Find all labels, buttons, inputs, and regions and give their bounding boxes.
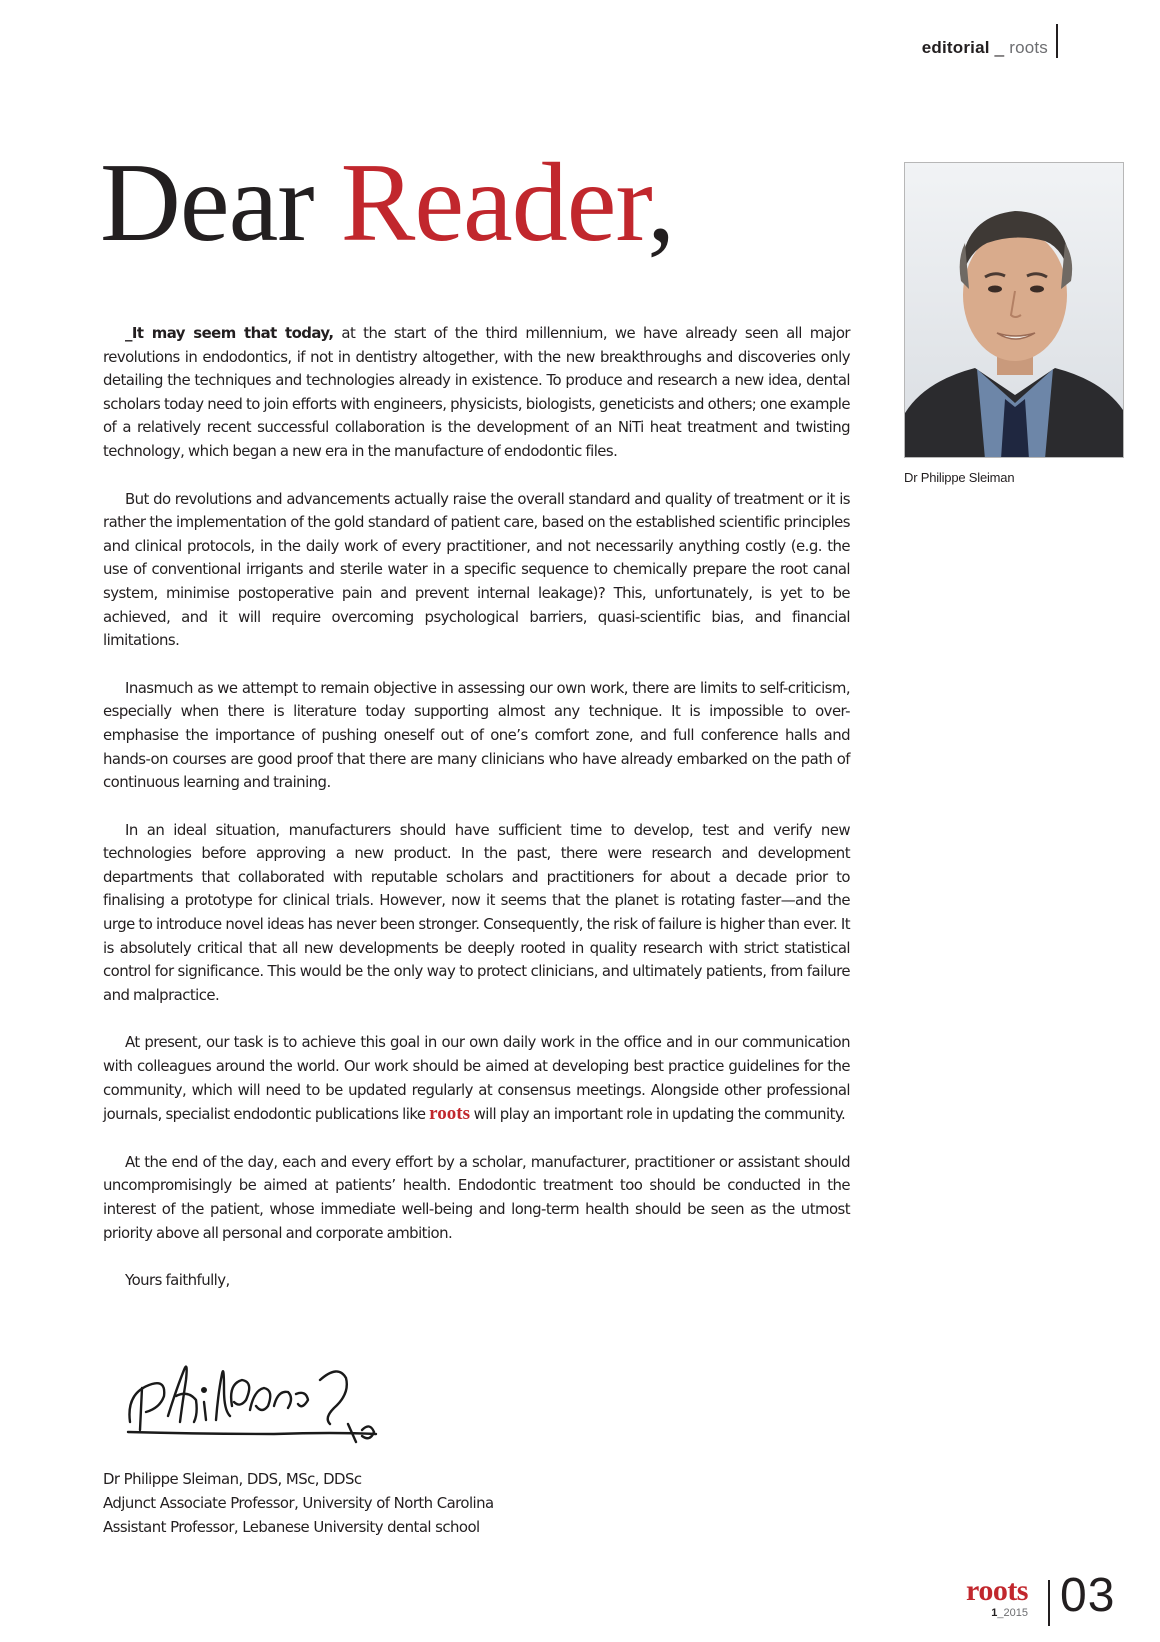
author-title-1: Adjunct Associate Professor, University of North Carolina — [103, 1493, 494, 1512]
paragraph-3: Inasmuch as we attempt to remain objective in assessing our own work, there are limits to self-criticism, especially when there is literature today supporting almost any technique. It is impossible to over-emphasise the importance of pushing oneself out of one’s comfort zone, and full conference halls and hands-on courses are good proof that there are many clinicians who have already embarked on the path of continuous learning and training. — [103, 678, 850, 792]
footer-brand — [958, 1576, 1028, 1620]
paragraph-2: But do revolutions and advancements actually raise the overall standard and quality of treatment or it is rather the implementation of the gold standard of patient care, based on the established scientific principles and clinical protocols, in the daily work of every practitioner, and not necessarily anything costly (e.g. the use of conventional irrigants and sterile water in a specific sequence to chemically prepare the root canal system, minimise postoperative pain and prevent internal leakage)? This, unfortunately, is yet to be achieved, and it will require overcoming psychological barriers, quasi-scientific bias, and financial limitations. — [103, 489, 850, 650]
lead-in: _It may seem that today, — [125, 324, 334, 342]
photo-caption: Dr Philippe Sleiman — [904, 470, 1015, 485]
header-divider — [1056, 24, 1058, 58]
paragraph-5 — [103, 1031, 850, 1126]
section-label: editorial — [921, 38, 990, 57]
footer-divider — [1048, 1580, 1050, 1626]
header-separator: _ — [989, 38, 1010, 57]
running-header — [922, 38, 1048, 58]
issue-year: _2015 — [997, 1607, 1028, 1619]
issue-number: 1 — [991, 1607, 998, 1619]
roots-logo: roots — [966, 1574, 1028, 1607]
closing-salutation: Yours faithfully, — [125, 1271, 230, 1290]
author-name: Dr Philippe Sleiman, DDS, MSc, DDSc — [103, 1470, 362, 1488]
portrait-illustration — [905, 163, 1124, 458]
signature-block — [103, 1468, 494, 1539]
paragraph-1 — [103, 322, 850, 464]
paragraph-1-text: at the start of the third millennium, we have already seen all major revolutions in endodontics, if not in dentistry altogether, with the new breakthroughs and discoveries only detailing the techniques and technologies already in existence. To produce and research a new idea, dental scholars today need to join efforts with engineers, physicists, biologists, geneticists and others; one example of a relatively recent successful collaboration is the development of an NiTi heat treatment and twisting technology, which began a new era in the manufacture of endodontic files. — [103, 324, 850, 460]
title-word-dear: Dear — [100, 141, 341, 265]
paragraph-5-text-b: will play an important role in updating the community. — [469, 1105, 846, 1124]
paragraph-5-text-a: At present, our task is to achieve this goal in our own daily work in the office and in our communication with colleagues around the world. Our work should be aimed at developing best practice guidelines for the community, which will need to be updated regularly at consensus meetings. Alongside other professional journals, specialist endodontic publications like — [103, 1033, 850, 1124]
page-number: 03 — [1060, 1569, 1116, 1622]
paragraph-4: In an ideal situation, manufacturers should have sufficient time to develop, test and verify new technologies before approving a new product. In the past, there were research and development departments that collaborated with reputable scholars and practitioners for about a decade prior to finalising a prototype for clinical trials. However, now it seems that the planet is rotating faster—and the urge to introduce novel ideas has never been stronger. Consequently, the risk of failure is higher than ever. It is absolutely critical that all new developments be deeply rooted in quality research with strict statistical control for significance. This would be the only way to protect clinicians, and ultimately patients, from failure and malpractice. — [103, 820, 850, 1004]
handwritten-signature — [124, 1350, 396, 1446]
editorial-body — [103, 322, 850, 1293]
author-photo — [904, 162, 1124, 458]
title-word-reader: Reader — [340, 141, 648, 265]
author-title-2: Assistant Professor, Lebanese University dental school — [103, 1517, 480, 1536]
page-title — [100, 142, 674, 265]
issue-label — [958, 1606, 1028, 1620]
publication-label: roots — [1009, 38, 1048, 57]
roots-wordmark-inline: roots — [429, 1103, 470, 1125]
paragraph-6: At the end of the day, each and every effort by a scholar, manufacturer, practitioner or assistant should uncompromisingly be aimed at patients’ health. Endodontic treatment too should be conducted in the interest of the patient, whose immediate well-being and long-term health should be seen as the utmost priority above all personal and corporate ambition. — [103, 1152, 850, 1242]
title-comma: , — [647, 141, 675, 265]
